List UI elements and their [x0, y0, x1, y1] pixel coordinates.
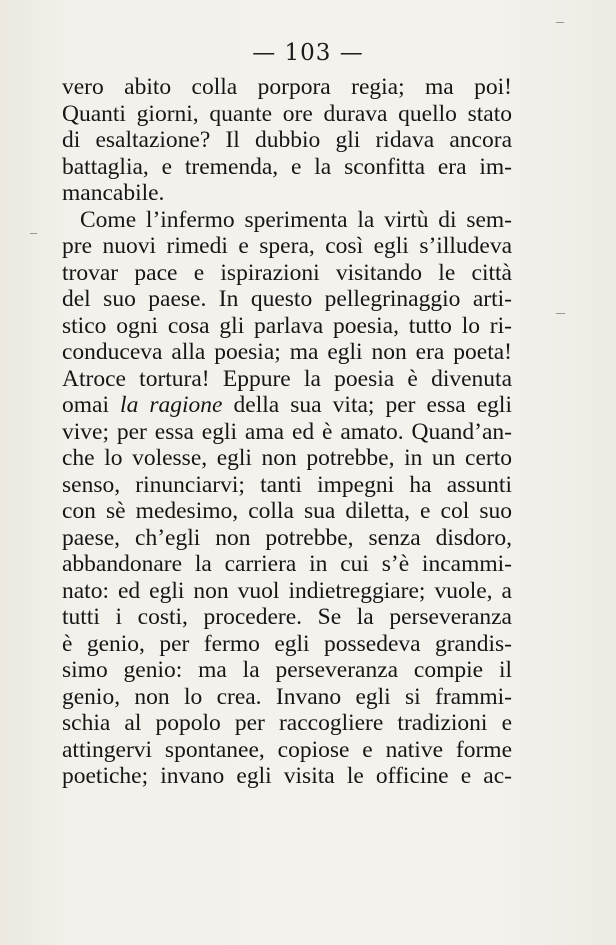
text-line: senso, rinunciarvi; tanti impegni ha assunti	[62, 471, 512, 498]
text-line: trovar pace e ispirazioni visitando le città	[62, 259, 512, 286]
text-line: Quanti giorni, quante ore durava quello stato	[62, 100, 512, 127]
text-line: attingervi spontanee, copiose e native forme	[62, 736, 512, 763]
text-line: del suo paese. In questo pellegrinaggio arti-	[62, 286, 512, 312]
margin-mark	[556, 313, 565, 314]
text-line: battaglia, e tremenda, e la sconfitta era im-	[62, 153, 512, 180]
margin-mark	[30, 233, 37, 234]
text-line	[62, 392, 512, 419]
text-line: tutti i costi, procedere. Se la perseveranza	[62, 604, 512, 630]
margin-mark	[556, 22, 564, 23]
text-line: Atroce tortura! Eppure la poesia è divenuta	[62, 365, 512, 392]
text-line: paese, ch’egli non potrebbe, senza disdoro,	[62, 524, 512, 551]
text-line: che lo volesse, egli non potrebbe, in un certo	[62, 445, 512, 471]
text-line: genio, non lo crea. Invano egli si frammi-	[62, 683, 512, 710]
text-line: di esaltazione? Il dubbio gli ridava ancora	[62, 127, 512, 153]
text-segment: della sua vita; per essa egli	[222, 392, 512, 418]
text-line: Come l’infermo sperimenta la virtù di sem-	[80, 206, 512, 233]
text-line: è genio, per fermo egli possedeva grandis-	[62, 630, 512, 657]
text-line: pre nuovi rimedi e spera, così egli s’illudeva	[62, 233, 512, 259]
text-line: simo genio: ma la perseveranza compie il	[62, 657, 512, 683]
text-line: poetiche; invano egli visita le officine e ac-	[62, 763, 512, 789]
body-text	[62, 74, 512, 790]
text-line: schia al popolo per raccogliere tradizioni e	[62, 710, 512, 736]
text-line: nato: ed egli non vuol indietreggiare; vuole, a	[62, 577, 512, 604]
italic-phrase: la ragione	[120, 392, 223, 418]
text-line: abbandonare la carriera in cui s’è incammi-	[62, 551, 512, 577]
text-segment: omai	[62, 392, 121, 418]
page-number: — 103 —	[252, 40, 364, 66]
text-line: vero abito colla porpora regia; ma poi!	[62, 74, 512, 100]
text-line: stico ogni cosa gli parlava poesia, tutto lo ri-	[62, 312, 512, 339]
text-line: conduceva alla poesia; ma egli non era poeta!	[62, 339, 512, 365]
text-line: vive; per essa egli ama ed è amato. Quand’an-	[62, 418, 512, 445]
text-line: mancabile.	[62, 180, 165, 206]
text-line: con sè medesimo, colla sua diletta, e col suo	[62, 498, 512, 524]
